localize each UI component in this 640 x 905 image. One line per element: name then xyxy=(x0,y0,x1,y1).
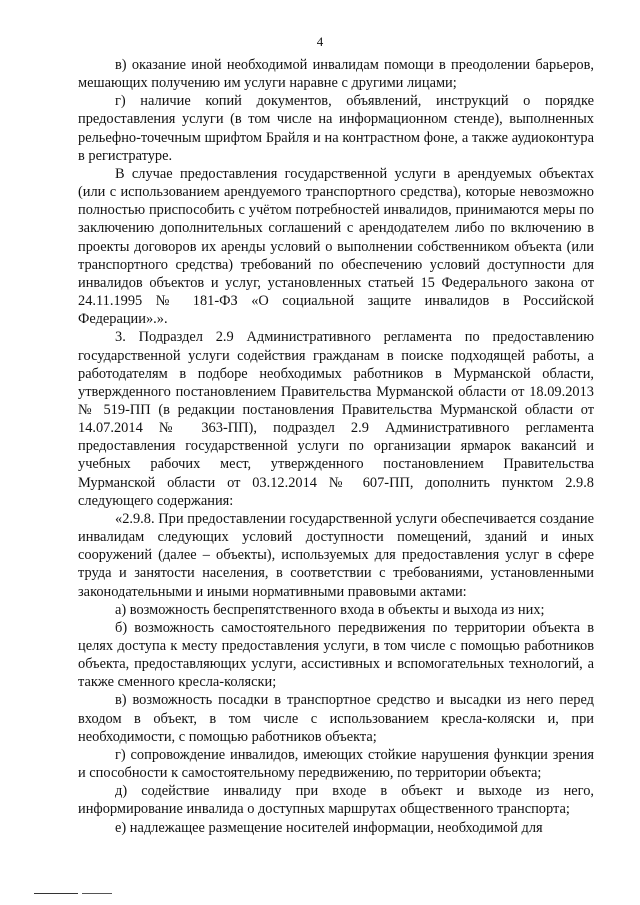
page-number: 4 xyxy=(316,34,324,49)
paragraph-item-d: д) содействие инвалиду при входе в объект и выходе из него, информирование инвалида о доступных маршрутах общественного транспорта; xyxy=(78,783,594,818)
paragraph-2-9-8: «2.9.8. При предоставлении государственной услуги обеспечивается создание инвалидам следующих условий доступности помещений, зданий и иных сооружений (далее – объекты), используемых для предоставления услуг в сфере труда и занятости населения, в соответствии с требованиями, установленными законодательными и иными нормативными правовыми актами: xyxy=(78,510,594,600)
footer-divider-line-short xyxy=(82,893,112,894)
footer-divider xyxy=(34,893,134,895)
paragraph-item-v: в) оказание иной необходимой инвалидам помощи в преодолении барьеров, мешающих получению им услуги наравне с другими лицами; xyxy=(78,57,594,92)
paragraph-item-v2: в) возможность посадки в транспортное средство и высадки из него перед входом в объект, в том числе с использованием кресла-коляски и, при необходимости, с помощью работников объекта; xyxy=(78,692,594,745)
footer-divider-line xyxy=(34,893,78,894)
paragraph-item-g: г) наличие копий документов, объявлений, инструкций о порядке предоставления услуги (в том числе на информационном стенде), выполненных рельефно-точечным шрифтом Брайля и на контрастном фоне, а также аудиоконтура в регистратуре. xyxy=(78,93,594,164)
paragraph-clause-3: 3. Подраздел 2.9 Административного регламента по предоставлению государственной услуги содействия гражданам в поиске подходящей работы, а работодателям в подборе необходимых работников в Мурманской области, утвержденного постановлением Правительства Мурманской области от 18.09.2013 № 519-ПП (в редакции постановления Правительства Мурманской области от 14.07.2014 № 363-ПП), подраздел 2.9 Административного регламента предоставления государственной услуги по организации ярмарок вакансий и учебных рабочих мест, утвержденного постановлением Правительства Мурманской области от 03.12.2014 № 607-ПП, дополнить пунктом 2.9.8 следующего содержания: xyxy=(78,329,594,509)
paragraph-rented-objects: В случае предоставления государственной услуги в арендуемых объектах (или с использованием арендуемого транспортного средства), которые невозможно полностью приспособить с учётом потребностей инвалидов, принимаются меры по заключению дополнительных соглашений с арендодателем либо по включению в проекты договоров их аренды условий о выполнении собственником объекта (или транспортного средства) требований по обеспечению условий доступности для инвалидов объектов и услуг, установленных статьей 15 Федерального закона от 24.11.1995 № 181-ФЗ «О социальной защите инвалидов в Российской Федерации».». xyxy=(78,165,594,328)
paragraph-item-b: б) возможность самостоятельного передвижения по территории объекта в целях доступа к месту предоставления услуги, в том числе с помощью работников объекта, предоставляющих услуги, ассистивных и вспомогательных технологий, а также сменного кресла-коляски; xyxy=(78,619,594,691)
paragraph-item-e: е) надлежащее размещение носителей информации, необходимой для xyxy=(115,819,543,836)
paragraph-item-a: а) возможность беспрепятственного входа в объекты и выхода из них; xyxy=(115,601,545,618)
document-body xyxy=(78,56,594,837)
paragraph-item-g2: г) сопровождение инвалидов, имеющих стойкие нарушения функции зрения и способности к самостоятельному передвижению, по территории объекта; xyxy=(78,746,594,782)
